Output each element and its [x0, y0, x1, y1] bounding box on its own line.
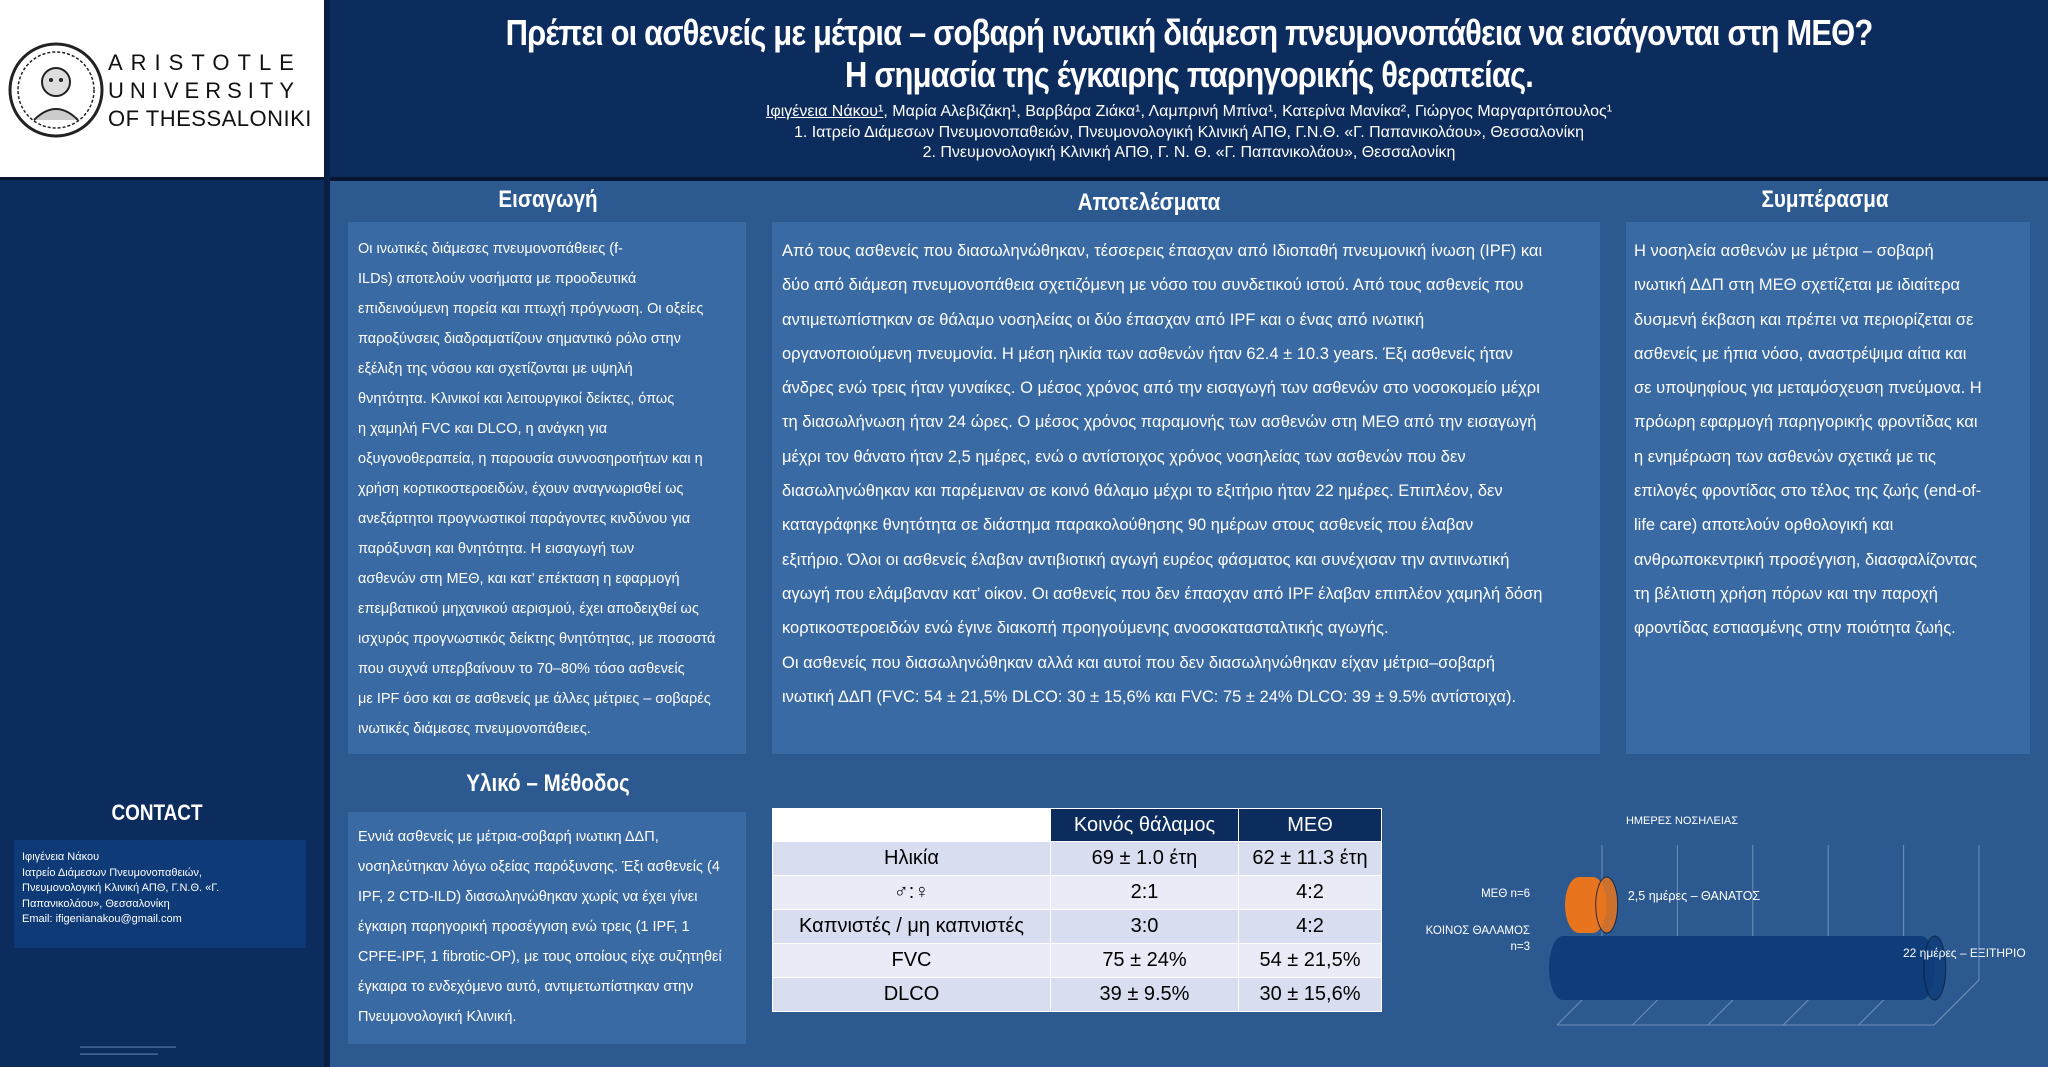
contact-line: Ιατρείο Διάμεσων Πνευμονοπαθειών, — [22, 866, 202, 879]
table-cell: 69 ± 1.0 έτη — [1051, 842, 1239, 876]
table-header-row — [773, 809, 1382, 842]
table-cell: 39 ± 9.5% — [1051, 978, 1239, 1012]
university-name-line1: ARISTOTLE — [108, 50, 302, 75]
chart-bar — [1549, 936, 1935, 1000]
table-row — [773, 978, 1382, 1012]
chart-data-label: 2,5 ημέρες – ΘΑΝΑΤΟΣ — [1627, 889, 1761, 903]
chart-category-label: ΚΟΙΝΟΣ ΘΑΛΑΜΟΣ — [1425, 925, 1530, 937]
contact-line: Παπανικολάου», Θεσσαλονίκη — [22, 897, 170, 910]
contact-title: CONTACT — [111, 800, 203, 825]
table-cell: 2:1 — [1051, 876, 1239, 910]
results-text — [782, 234, 1590, 714]
methods-title: Υλικό – Μέθοδος — [466, 770, 630, 797]
conclusion-title: Συμπέρασμα — [1761, 186, 1889, 213]
table-cell: 54 ± 21,5% — [1239, 944, 1382, 978]
university-logo-panel — [0, 0, 324, 177]
results-line: μέχρι τον θάνατο ήταν 2,5 ημέρες, ενώ ο αντίστοιχος χρόνος νοσηλείας των ασθενών που δεν — [782, 447, 1466, 466]
intro-line: θνητότητα. Κλινικοί και λειτουργικοί δείκτες, όπως — [358, 391, 675, 407]
table-cell: 4:2 — [1239, 910, 1382, 944]
affiliation-1: 1. Ιατρείο Διάμεσων Πνευμονοπαθειών, Πνευμονολογική Κλινική ΑΠΘ, Γ.Ν.Θ. «Γ. Παπανικολάου», Θεσσαλονίκη — [793, 124, 1585, 141]
comparison-table — [772, 808, 1382, 1012]
intro-line: ινωτικές διάμεσες πνευμονοπάθειες. — [358, 721, 591, 737]
intro-panel — [348, 222, 746, 754]
contact-email[interactable]: Email: ifigenianakou@gmail.com — [22, 913, 182, 925]
intro-line: εξέλιξη της νόσου και σχετίζονται με υψηλή — [358, 361, 633, 377]
first-author: Ιφιγένεια Νάκου¹ — [765, 103, 884, 120]
conclusion-line: φροντίδας εστιασμένης στην ποιότητα ζωής. — [1634, 619, 1956, 638]
author-list — [330, 103, 2048, 121]
intro-line: επεμβατικού μηχανικού αερισμού, έχει αποδειχθεί ως — [358, 601, 699, 617]
intro-line: η χαμηλή FVC και DLCO, η ανάγκη για — [358, 421, 608, 437]
table-header-cell — [773, 809, 1051, 842]
chart-title: ΗΜΕΡΕΣ ΝΟΣΗΛΕΙΑΣ — [1625, 815, 1739, 827]
intro-line: χρήση κορτικοστεροειδών, έχουν αναγνωρισθεί ως — [358, 481, 684, 497]
table-cell: Καπνιστές / μη καπνιστές — [773, 910, 1051, 944]
affiliation-2: 2. Πνευμονολογική Κλινική ΑΠΘ, Γ. Ν. Θ. «Γ. Παπανικολάου», Θεσσαλονίκη — [922, 144, 1456, 161]
results-line: δύο από διάμεση πνευμονοπάθεια σχετιζόμενη με νόσο του συνδετικού ιστού. Από τους ασθενείς που — [782, 276, 1524, 295]
footer-credit: ▬▬▬▬▬▬▬▬▬▬▬▬▬▬▬▬ ▬▬▬▬▬▬▬▬▬▬▬▬▬ — [80, 1044, 176, 1057]
conclusion-line: σε υποψηφίους για μεταμόσχευση πνεύμονα. Η — [1634, 379, 1982, 398]
conclusion-line: η ενημέρωση των ασθενών σχετικά με τις — [1634, 447, 1936, 466]
university-name-line3: OF THESSALONIKI — [108, 106, 312, 131]
methods-panel — [348, 812, 746, 1044]
results-line: Οι ασθενείς που διασωληνώθηκαν αλλά και αυτοί που δεν διασωληνώθηκαν είχαν μέτρια–σοβαρή — [782, 653, 1496, 672]
results-line: άνδρες ενώ τρεις ήταν γυναίκες. Ο μέσος χρόνος από την εισαγωγή των ασθενών στο νοσοκομείο μέχρι — [782, 379, 1540, 398]
intro-line: με IPF όσο και σε ασθενείς με άλλες μέτριες – σοβαρές — [358, 691, 711, 707]
methods-line: έγκαιρη παρηγορική προσέγγιση ενώ τρεις (1 IPF, 1 — [358, 919, 690, 935]
conclusion-line: ασθενείς με ήπια νόσο, αναστρέψιμα αίτια και — [1634, 344, 1967, 363]
results-line: αγωγή που ελάμβαναν κατ’ οίκον. Οι ασθενείς που δεν έπασχαν από IPF έλαβαν επιπλέον χαμηλή δόση — [782, 584, 1543, 603]
table-cell: Ηλικία — [773, 842, 1051, 876]
chart-bar-cap — [1596, 877, 1618, 933]
intro-line: παροξύνσεις διαδραματίζουν σημαντικό ρόλο στην — [358, 331, 681, 347]
intro-line: που συχνά υπερβαίνουν το 70–80% τόσο ασθενείς — [358, 661, 685, 677]
methods-line: IPF, 2 CTD-ILD) διασωληνώθηκαν χωρίς να έχει γίνει — [358, 889, 698, 905]
results-line: διασωληνώθηκαν και παρέμειναν σε κοινό θάλαμο μέχρι το εξιτήριο ήταν 22 ημέρες. Επιπλέον, δεν — [782, 482, 1503, 501]
methods-line: CPFE-IPF, 1 fibrotic-OP), με τους οποίους είχε συζητηθεί — [358, 949, 722, 965]
contact-line: Ιφιγένεια Νάκου — [22, 851, 100, 863]
results-line: κορτικοστεροειδών ενώ έγινε διακοπή προηγούμενης ανοσοκατασταλτικής αγωγής. — [782, 619, 1389, 638]
conclusion-line: ινωτική ΔΔΠ στη ΜΕΘ σχετίζεται με ιδιαίτερα — [1634, 276, 1961, 295]
table-cell: FVC — [773, 944, 1051, 978]
table-cell: 75 ± 24% — [1051, 944, 1239, 978]
results-line: ινωτική ΔΔΠ (FVC: 54 ± 21,5% DLCO: 30 ± 15,6% και FVC: 75 ± 24% DLCO: 39 ± 9.5% αντίστοιχα). — [782, 687, 1517, 706]
table-row — [773, 910, 1382, 944]
poster-header — [330, 0, 2048, 177]
methods-line: έγκαιρα το ενδεχόμενο αυτό, αντιμετωπίστηκαν στην — [358, 979, 694, 995]
results-line: εξιτήριο. Όλοι οι ασθενείς έλαβαν αντιβιοτική αγωγή ευρέος φάσματος και συνέχισαν την αντιινωτική — [782, 550, 1510, 569]
results-panel — [772, 222, 1600, 754]
table-cell: ♂:♀ — [773, 876, 1051, 910]
results-title: Αποτελέσματα — [1077, 189, 1221, 216]
intro-line: επιδεινούμενη πορεία και πτωχή πρόγνωση. Οι οξείες — [358, 301, 704, 317]
conclusion-line: πρόωρη εφαρμογή παρηγορικής φροντίδας και — [1634, 413, 1978, 432]
intro-line: ILDs) αποτελούν νοσήματα με προοδευτικά — [358, 271, 637, 287]
table-row — [773, 876, 1382, 910]
table-cell: 3:0 — [1051, 910, 1239, 944]
methods-line: Εννιά ασθενείς με μέτρια-σοβαρή ινωτικη ΔΔΠ, — [358, 829, 659, 845]
results-line: τη διασωλήνωση ήταν 24 ώρες. Ο μέσος χρόνος παραμονής των ασθενών στη ΜΕΘ από την εισαγωγή — [782, 413, 1537, 432]
conclusion-line: τη βέλτιστη χρήση πόρων και την παροχή — [1634, 584, 1938, 603]
results-line: καταγράφηκε θνητότητα σε διάστημα παρακολούθησης 90 ημέρων στους ασθενείς που έλαβαν — [782, 516, 1474, 535]
table-row — [773, 944, 1382, 978]
table-cell: 4:2 — [1239, 876, 1382, 910]
methods-line: νοσηλεύτηκαν λόγω οξείας παρόξυνσης. Έξι ασθενείς (4 — [358, 859, 720, 875]
contact-box — [14, 840, 306, 948]
conclusion-text — [1634, 234, 2022, 646]
conclusion-panel — [1626, 222, 2030, 754]
conclusion-line: δυσμενή έκβαση και πρέπει να περιορίζεται σε — [1634, 310, 1974, 329]
conclusion-line: Η νοσηλεία ασθενών με μέτρια – σοβαρή — [1634, 242, 1934, 260]
intro-text — [348, 234, 746, 744]
methods-text — [358, 822, 736, 1032]
table-header-cell: ΜΕΘ — [1239, 809, 1382, 842]
chart-category-label: n=3 — [1510, 941, 1530, 953]
hospitalization-days-chart — [1392, 800, 2048, 1067]
chart-data-label: 22 ημέρες – ΕΞΙΤΗΡΙΟ — [1903, 946, 2026, 960]
co-authors: , Μαρία Αλεβιζάκη¹, Βαρβάρα Ζιάκα¹, Λαμπρινή Μπίνα¹, Κατερίνα Μανίκα², Γιώργος Μαργαριτόπουλος¹ — [883, 103, 1613, 120]
intro-line: παρόξυνση και θνητότητα. Η εισαγωγή των — [358, 541, 635, 557]
poster-title-line2: Η σημασία της έγκαιρης παρηγορικής θεραπείας. — [844, 54, 1534, 95]
intro-line: ανεξάρτητοι προγνωστικοί παράγοντες κινδύνου για — [358, 511, 691, 527]
contact-line: Πνευμονολογική Κλινική ΑΠΘ, Γ.Ν.Θ. «Γ. — [22, 882, 220, 894]
poster-title-line1: Πρέπει οι ασθενείς με μέτρια – σοβαρή ινωτική διάμεση πνευμονοπάθεια να εισάγονται στη ΜΕΘ? — [505, 12, 1873, 53]
table-row — [773, 842, 1382, 876]
table-cell: 30 ± 15,6% — [1239, 978, 1382, 1012]
university-name-line2: UNIVERSITY — [108, 78, 301, 103]
conclusion-line: ανθρωποκεντρική προσέγγιση, διασφαλίζοντας — [1634, 550, 1978, 569]
intro-title: Εισαγωγή — [498, 186, 598, 213]
results-line: οργανοποιούμενη πνευμονία. Η μέση ηλικία των ασθενών ήταν 62.4 ± 10.3 years. Έξι ασθενείς ήταν — [782, 344, 1513, 363]
conclusion-line: life care) αποτελούν ορθολογική και — [1634, 516, 1894, 535]
aristotle-seal-icon — [8, 42, 104, 138]
intro-line: οξυγονοθεραπεία, η παρουσία συννοσηροτήτων και η — [358, 451, 703, 467]
results-line: αντιμετωπίστηκαν σε θάλαμο νοσηλείας οι δύο έπασχαν από IPF και ο ένας από ινωτική — [782, 310, 1425, 329]
methods-line: Πνευμονολογική Κλινική. — [358, 1009, 517, 1025]
table-cell: 62 ± 11.3 έτη — [1239, 842, 1382, 876]
intro-line: ασθενών στη ΜΕΘ, και κατ’ επέκταση η εφαρμογή — [358, 571, 680, 587]
intro-line: ισχυρός προγνωστικός δείκτης θνητότητας, με ποσοστά — [358, 631, 716, 647]
intro-line: Οι ινωτικές διάμεσες πνευμονοπάθειες (f- — [358, 241, 623, 257]
table-cell: DLCO — [773, 978, 1051, 1012]
table-header-cell: Κοινός θάλαμος — [1051, 809, 1239, 842]
chart-category-label: ΜΕΘ n=6 — [1481, 888, 1530, 900]
results-line: Από τους ασθενείς που διασωληνώθηκαν, τέσσερεις έπασχαν από Ιδιοπαθή πνευμονική ίνωση (IPF) και — [782, 242, 1543, 260]
conclusion-line: επιλογές φροντίδας στο τέλος της ζωής (end-of- — [1634, 482, 1982, 501]
